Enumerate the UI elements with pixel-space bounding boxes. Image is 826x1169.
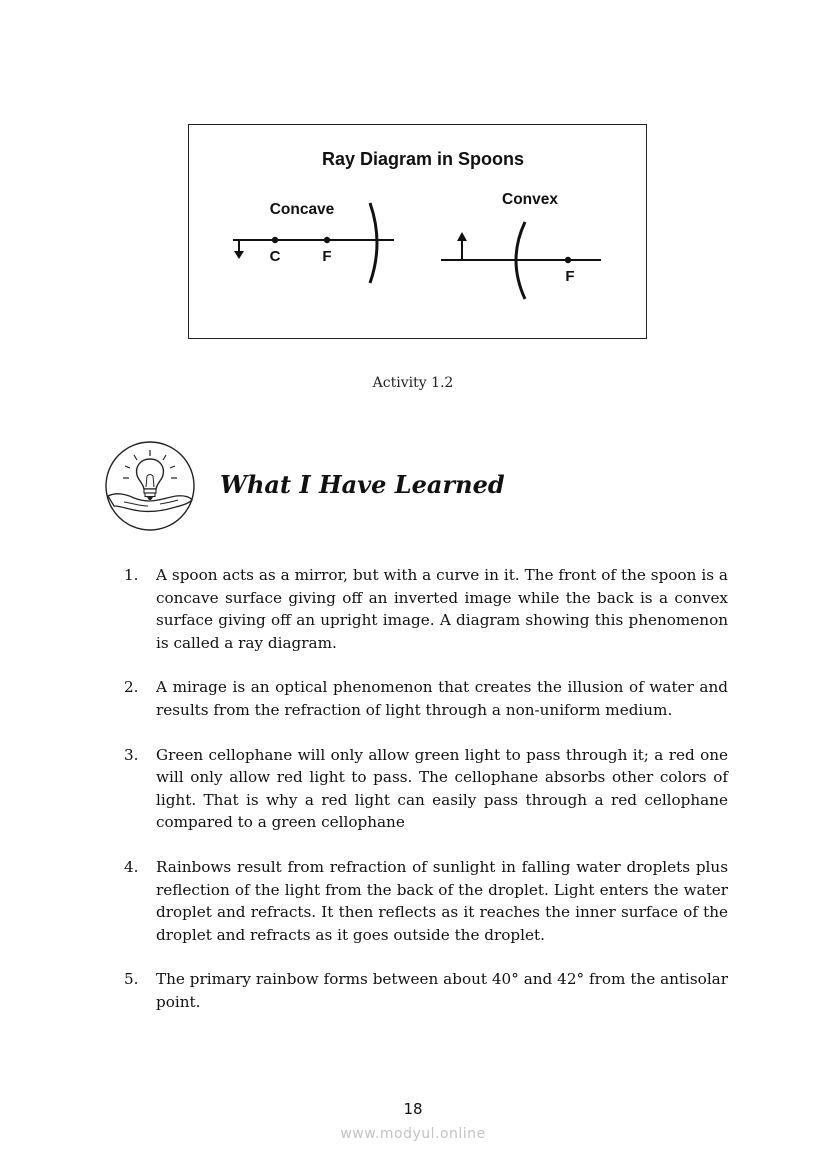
list-item-text: Rainbows result from refraction of sunlight in falling water droplets plus reflection of the light from the back of the droplet. Light enters the water droplet and refracts. It then reflects as it reaches the inner surface of the droplet and refracts as it goes outside the droplet. xyxy=(156,857,728,944)
watermark: www.modyul.online xyxy=(340,1126,486,1142)
concave-point-c-label: C xyxy=(269,248,281,265)
list-item-number: 4. xyxy=(124,857,139,876)
ray-diagram-figure xyxy=(188,124,647,339)
list-item-text: The primary rainbow forms between about 40° and 42° from the antisolar point. xyxy=(156,970,728,1011)
list-item-text: A mirage is an optical phenomenon that creates the illusion of water and results from the refraction of light through a non-uniform medium. xyxy=(156,678,728,719)
concave-point-f-label: F xyxy=(322,248,332,265)
learned-list xyxy=(124,564,728,1036)
list-item-text: Green cellophane will only allow green light to pass through it; a red one will only allow red light to pass. The cellophane absorbs other colors of light. That is why a red light can easily pass through a red cellophane compared to a green cellophane xyxy=(156,745,728,832)
list-item xyxy=(124,676,728,721)
figure-caption: Activity 1.2 xyxy=(372,375,454,391)
concave-mirror-curve xyxy=(370,203,377,283)
list-item-number: 2. xyxy=(124,678,139,697)
list-item xyxy=(124,744,728,834)
concave-label: Concave xyxy=(269,201,335,218)
lightbulb-in-hand-icon xyxy=(104,440,196,536)
list-item-number: 3. xyxy=(124,745,139,764)
concave-point-c-dot xyxy=(272,237,278,243)
concave-point-f-dot xyxy=(324,237,330,243)
list-item xyxy=(124,968,728,1013)
figure-title: Ray Diagram in Spoons xyxy=(321,149,525,169)
list-item-number: 1. xyxy=(124,566,139,584)
list-item-text: A spoon acts as a mirror, but with a curve in it. The front of the spoon is a concave surface giving off an inverted image while the back is a convex surface giving off an upright image. A diagram showing this phenomenon is called a ray diagram. xyxy=(156,566,728,652)
convex-point-f-dot xyxy=(565,257,571,263)
concave-image-arrow-head xyxy=(234,251,244,259)
list-item-number: 5. xyxy=(124,970,139,989)
list-item xyxy=(124,856,728,946)
convex-label: Convex xyxy=(502,191,558,208)
convex-object-arrow-head xyxy=(457,232,467,241)
page-number: 18 xyxy=(403,1100,423,1118)
list-item xyxy=(124,564,728,654)
ray-diagram-svg xyxy=(189,125,648,340)
section-title: What I Have Learned xyxy=(220,470,505,499)
convex-point-f-label: F xyxy=(565,268,575,285)
